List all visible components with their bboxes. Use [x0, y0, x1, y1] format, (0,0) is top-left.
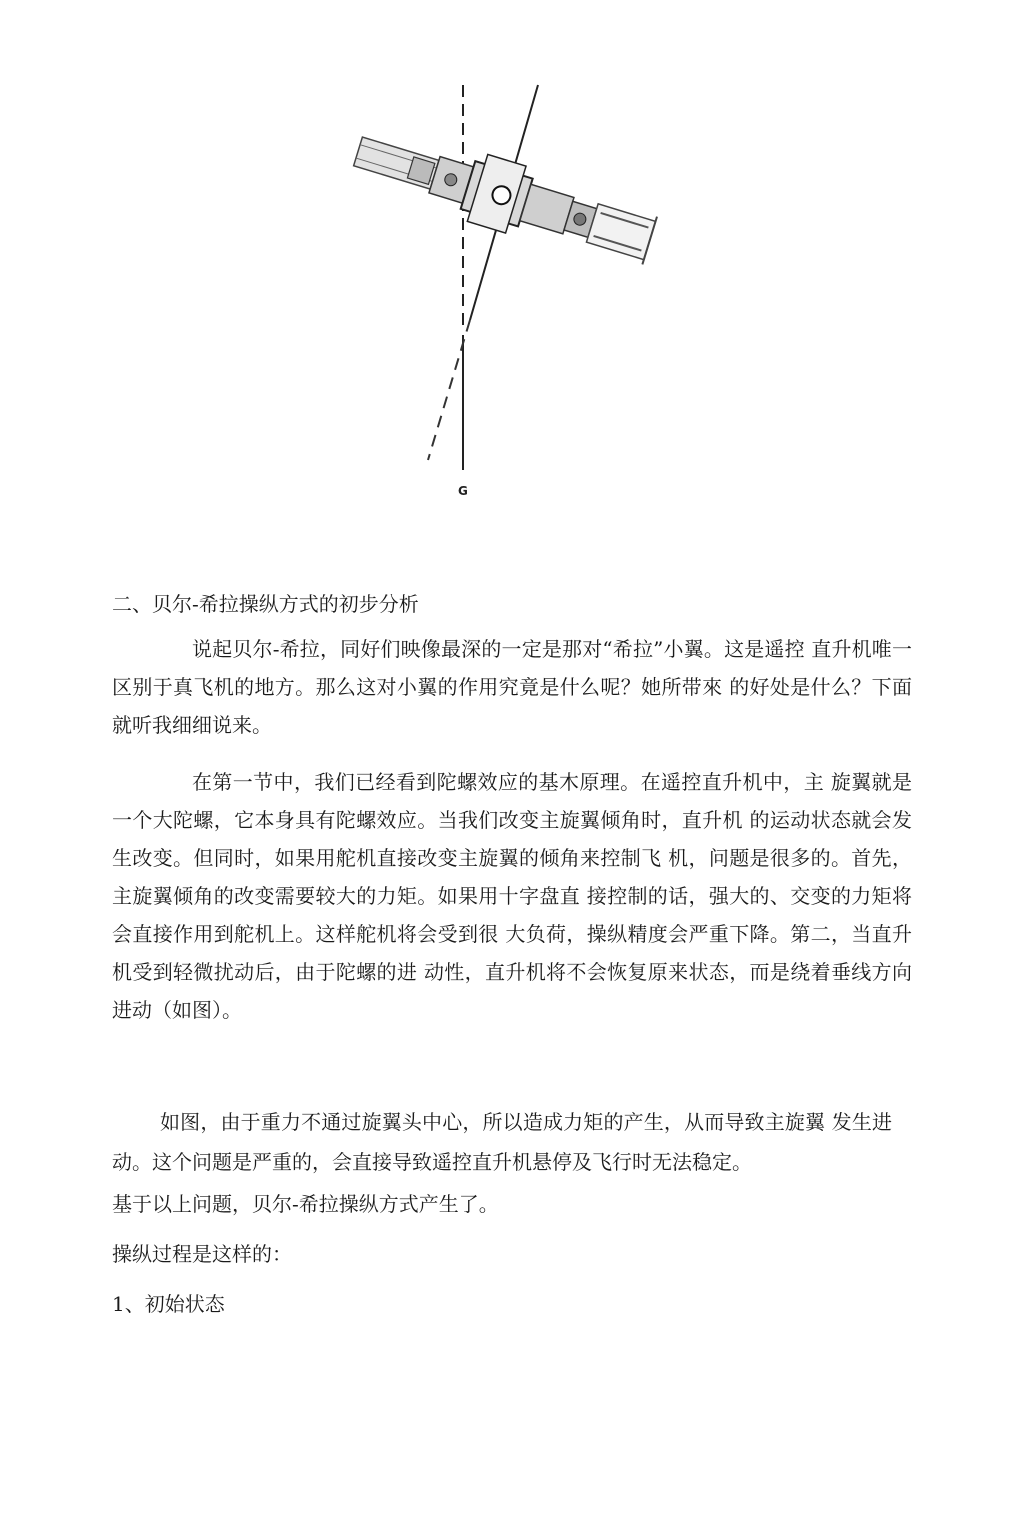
- paragraph-2: 在第一节中，我们已经看到陀螺效应的基木原理。在遥控直升机中，主 旋翼就是一个大陀螺，它本身具有陀螺效应。当我们改变主旋翼倾角时，直升机 的运动状态就会发生改变。但同时，如果用舵机直接改变主旋翼的倾角来控制飞 机，问题是很多的。首先，主旋翼倾角的改变需要较大的力矩。如果用十字盘直 接控制的话，强大的、交变的力矩将会直接作用到舵机上。这样舵机将会受到很 大负荷，操纵精度会严重下降。第二，当直升机受到轻微扰动后，由于陀螺的进 动性，直升机将不会恢复原来状态，而是绕着垂线方向进动（如图）。: [112, 770, 912, 1022]
- text-line-1: 基于以上问题，贝尔-希拉操纵方式产生了。: [112, 1192, 499, 1216]
- rotor-head-assembly: [350, 118, 660, 274]
- rotor-head-illustration: [350, 80, 680, 500]
- paragraph-3: 如图，由于重力不通过旋翼头中心，所以造成力矩的产生，从而导致主旋翼 发生进动。这个问题是严重的，会直接导致遥控直升机悬停及飞行时无法稳定。: [112, 1110, 892, 1174]
- paragraph-1: 说起贝尔-希拉，同好们映像最深的一定是那对“希拉”小翼。这是遥控 直升机唯一区别于真飞机的地方。那么这对小翼的作用究竟是什么呢？她所带來 的好处是什么？下面就听我细细说来。: [112, 637, 912, 737]
- list-item-initial-state: 1、初始状态: [112, 1292, 225, 1316]
- rotor-head-diagram: [350, 80, 680, 500]
- section-heading: 二、贝尔-希拉操纵方式的初步分析: [112, 592, 419, 616]
- text-line-2: 操纵过程是这样的：: [112, 1242, 292, 1266]
- gravity-label: G: [458, 484, 468, 498]
